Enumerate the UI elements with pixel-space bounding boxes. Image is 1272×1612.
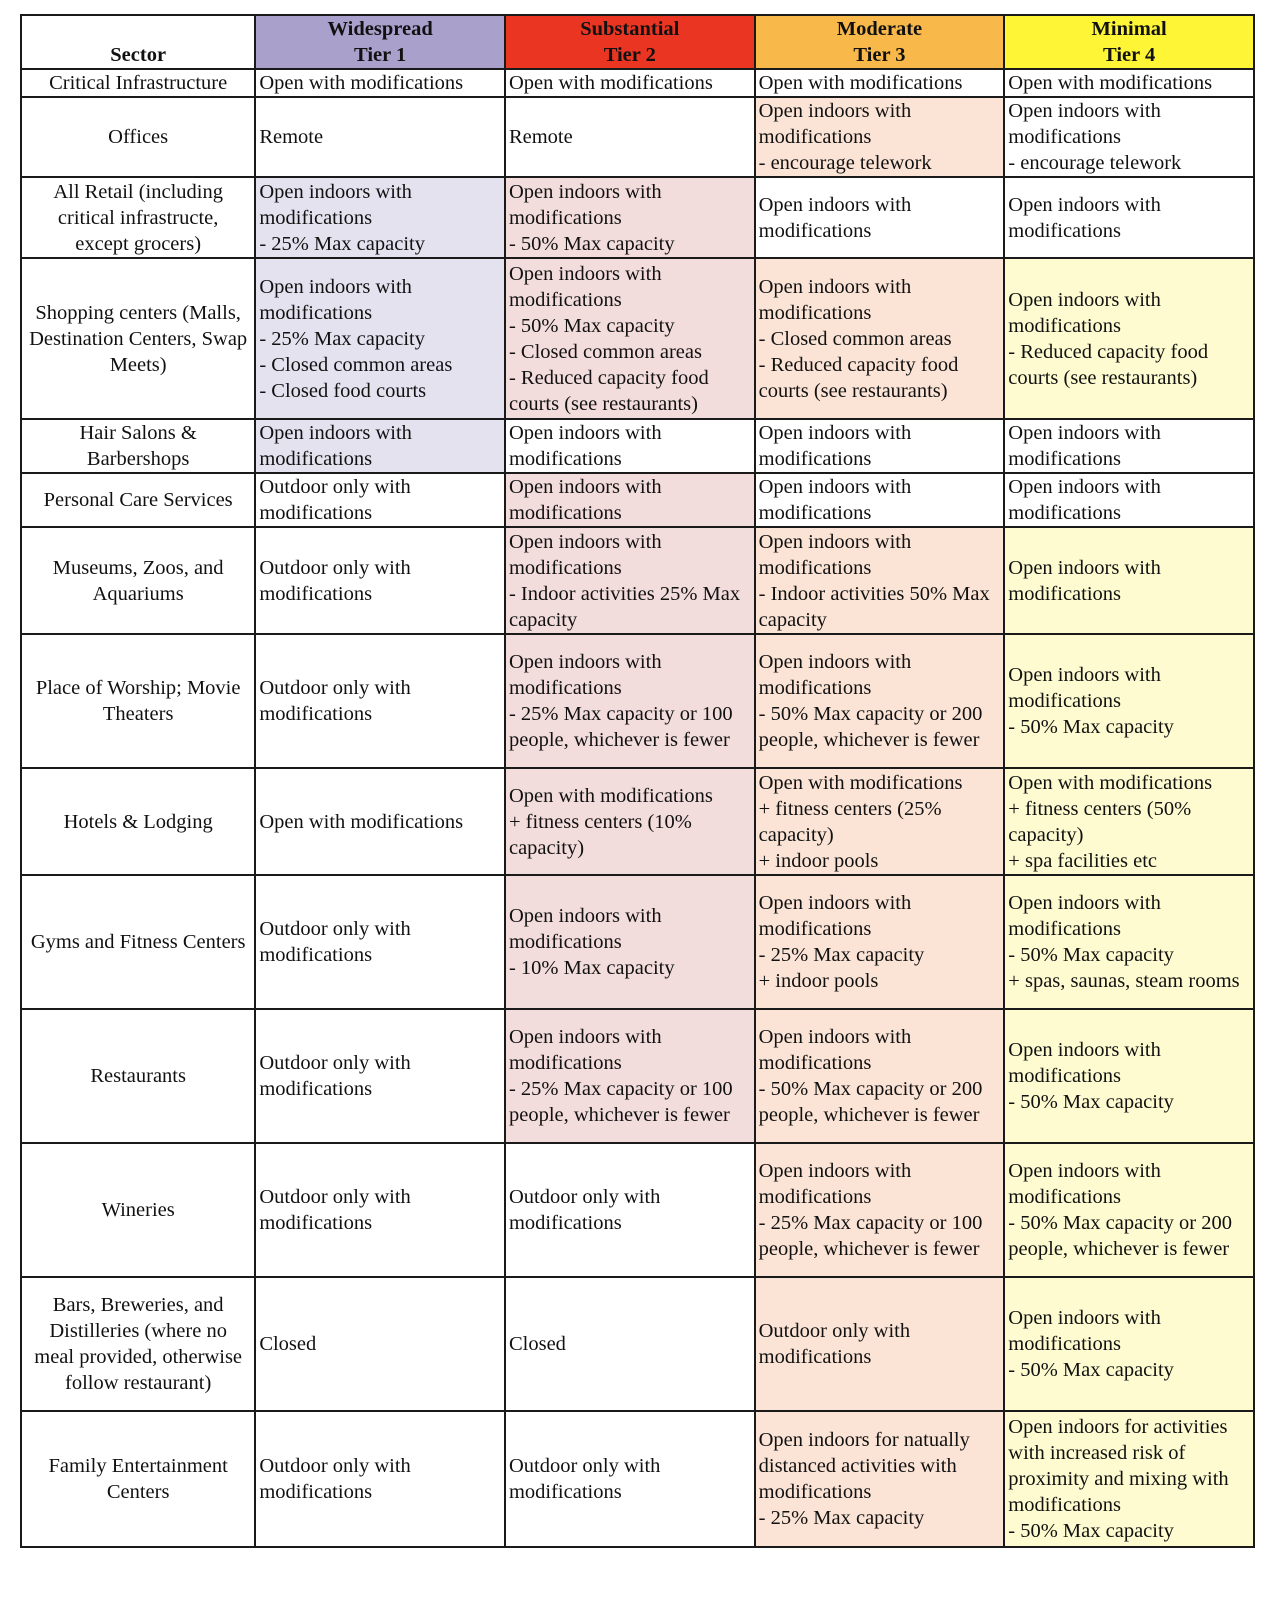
cell-line: with increased risk of [1008,1442,1186,1464]
cell-line: modifications [508,206,622,229]
cell-line: + spa facilities etc [1008,849,1158,872]
sector-line: Barbershops [86,448,190,470]
tier-1-cell [255,1411,505,1547]
cell-line: Open indoors with [508,262,662,285]
cell-line: modifications [508,1052,622,1074]
cell-line: Outdoor only with [259,1455,411,1477]
tier-1-cell [255,258,505,419]
cell-line: Open with modifications [259,72,464,94]
sector-line: Centers [106,1481,170,1503]
cell-line: Outdoor only with [259,1186,411,1208]
table-row [21,1009,1254,1143]
cell-line: Open indoors with [1008,892,1161,914]
cell-line: + indoor pools [758,970,879,992]
cell-line: modifications [508,1481,622,1503]
cell-line: modifications [259,502,373,524]
cell-line: modifications [1008,582,1122,605]
cell-line: proximity and mixing with [1008,1468,1229,1490]
table-row [21,258,1254,419]
cell-line: Open indoors with [508,530,662,553]
cell-line: modifications [1008,1186,1122,1208]
sector-line: Restaurants [90,1065,186,1087]
tier-3-header [755,15,1005,69]
cell-line: modifications [758,556,872,579]
tier-3-name: Moderate [836,18,923,40]
tier-2-cell [505,768,755,875]
cell-line: + fitness centers (25% [758,797,942,820]
sector-line: except grocers) [75,232,202,255]
tier-1-cell [255,634,505,768]
cell-line: people, whichever is fewer [758,729,980,751]
cell-line: Open indoors with [758,651,912,673]
table-row [21,1277,1254,1411]
cell-line: Open indoors with [1008,100,1161,122]
tier-3-cell [755,69,1005,97]
cell-line: - 50% Max capacity [508,314,675,337]
cell-line: modifications [259,703,373,725]
sector-line: Offices [108,126,169,148]
tier-1-cell [255,1009,505,1143]
cell-line: Closed [508,1333,566,1355]
tier-1-cell [255,1277,505,1411]
sector-line: Meets) [109,353,167,376]
tier-4-cell [1004,527,1254,634]
sector-cell [21,69,255,97]
cell-line: modifications [758,918,872,940]
cell-line: - 50% Max capacity [1008,1359,1174,1381]
sector-line: Bars, Breweries, and [52,1294,224,1316]
cell-line: courts (see restaurants) [758,379,948,402]
tier-4-cell [1004,1009,1254,1143]
tier-3-cell [755,1277,1005,1411]
cell-line: modifications [508,288,622,311]
cell-line: modifications [1008,690,1122,712]
tier-3-cell [755,875,1005,1009]
sector-line: Hotels & Lodging [63,810,213,833]
sector-line: Wineries [101,1199,175,1221]
sector-line: Theaters [102,703,174,725]
cell-line: Outdoor only with [508,1455,661,1477]
sector-header-label: Sector [110,44,167,66]
table-row [21,634,1254,768]
tier-2-cell [505,875,755,1009]
cell-line: Open with modifications [1008,72,1213,94]
table-row [21,875,1254,1009]
tier-3-cell [755,473,1005,527]
sector-line: critical infrastructe, [57,206,219,229]
cell-line: Open indoors for natually [758,1429,970,1451]
cell-line: - 25% Max capacity [259,232,425,255]
cell-line: modifications [259,1212,373,1234]
cell-line: - 25% Max capacity or 100 [508,1078,733,1100]
table-row [21,1411,1254,1547]
tier-2-cell [505,69,755,97]
cell-line: Open indoors with [758,422,912,444]
cell-line: modifications [1008,1065,1122,1087]
cell-line: Outdoor only with [508,1186,661,1208]
cell-line: - 25% Max capacity [259,327,425,350]
cell-line: modifications [758,1186,872,1208]
table-body [21,69,1254,1547]
cell-line: modifications [1008,502,1122,524]
table-row [21,473,1254,527]
cell-line: Open indoors with [508,651,662,673]
tier-1-cell [255,527,505,634]
tier-2-cell [505,97,755,177]
cell-line: Open indoors with [1008,1307,1161,1329]
cell-line: - encourage telework [758,152,932,174]
cell-line: Outdoor only with [259,556,411,579]
cell-line: modifications [1008,314,1122,337]
sector-cell [21,258,255,419]
cell-line: + fitness centers (10% [508,810,692,833]
tier-3-cell [755,419,1005,473]
cell-line: capacity) [508,836,585,859]
sector-cell [21,1277,255,1411]
cell-line: - 50% Max capacity [508,232,675,255]
cell-line: people, whichever is fewer [758,1238,980,1260]
cell-line: people, whichever is fewer [508,1104,730,1126]
cell-line: Open with modifications [259,810,464,833]
table-row [21,419,1254,473]
sector-cell [21,97,255,177]
cell-line: - Reduced capacity food [758,353,959,376]
cell-line: modifications [758,677,872,699]
cell-line: - Closed common areas [758,327,952,350]
cell-line: people, whichever is fewer [508,729,730,751]
cell-line: Outdoor only with [259,918,411,940]
sector-line: Hair Salons & [79,422,197,444]
tier-4-cell [1004,473,1254,527]
tier-1-cell [255,69,505,97]
cell-line: modifications [508,448,622,470]
tier-4-name: Minimal [1091,18,1167,40]
tier-3-cell [755,527,1005,634]
cell-line: Remote [259,126,324,148]
tier-4-cell [1004,1143,1254,1277]
sector-line: Place of Worship; Movie [35,677,241,699]
cell-line: Open with modifications [1008,771,1213,794]
cell-line: - encourage telework [1008,152,1182,174]
tier-4-cell [1004,419,1254,473]
tier-4-cell [1004,97,1254,177]
cell-line: modifications [758,126,872,148]
cell-line: Open with modifications [758,771,963,794]
sector-line: All Retail (including [53,180,223,203]
cell-line: - Closed common areas [508,340,702,363]
cell-line: Open indoors with [508,905,662,927]
sector-cell [21,177,255,258]
tier-2-label: Tier 2 [603,44,656,66]
cell-line: Closed [259,1333,317,1355]
table-row [21,97,1254,177]
cell-line: modifications [508,556,622,579]
cell-line: people, whichever is fewer [758,1104,980,1126]
tier-3-cell [755,177,1005,258]
cell-line: modifications [259,301,373,324]
cell-line: modifications [758,219,872,242]
cell-line: courts (see restaurants) [1008,366,1198,389]
tier-1-cell [255,473,505,527]
tier-2-cell [505,1277,755,1411]
cell-line: + indoor pools [758,849,879,872]
cell-line: - 50% Max capacity [1008,1520,1174,1542]
cell-line: - 25% Max capacity or 100 [508,703,733,725]
cell-line: - 25% Max capacity [758,1507,925,1529]
tier-2-cell [505,258,755,419]
sector-cell [21,1143,255,1277]
tier-3-cell [755,768,1005,875]
tier-4-cell [1004,69,1254,97]
tier-1-cell [255,177,505,258]
tier-table [20,14,1255,1548]
cell-line: modifications [758,1052,872,1074]
cell-line: - Indoor activities 25% Max [508,582,741,605]
cell-line: Outdoor only with [758,1320,911,1342]
sector-line: follow restaurant) [65,1372,212,1394]
cell-line: - 10% Max capacity [508,957,675,979]
cell-line: Open indoors with [758,100,912,122]
cell-line: modifications [758,502,872,524]
sector-cell [21,875,255,1009]
cell-line: distanced activities with [758,1455,957,1477]
tier-2-header [505,15,755,69]
cell-line: Open indoors with [758,892,912,914]
sector-cell [21,419,255,473]
cell-line: Open indoors with [1008,288,1161,311]
table-row [21,527,1254,634]
sector-cell [21,634,255,768]
cell-line: Open with modifications [758,72,963,94]
tier-2-cell [505,634,755,768]
tier-2-cell [505,1143,755,1277]
tier-1-cell [255,97,505,177]
cell-line: modifications [1008,126,1122,148]
cell-line: Open indoors with [259,275,412,298]
tier-2-name: Substantial [580,18,680,40]
cell-line: capacity) [758,823,834,846]
tier-3-cell [755,1009,1005,1143]
cell-line: modifications [259,944,373,966]
cell-line: modifications [508,931,622,953]
cell-line: Open indoors with [508,180,662,203]
tier-2-cell [505,527,755,634]
cell-line: modifications [508,677,622,699]
tier-3-label: Tier 3 [853,44,906,66]
cell-line: modifications [758,448,872,470]
cell-line: Open indoors with [758,275,912,298]
cell-line: Open indoors with [758,1160,912,1182]
cell-line: modifications [1008,1333,1122,1355]
cell-line: + fitness centers (50% [1008,797,1192,820]
cell-line: Open indoors with [758,193,912,216]
cell-line: Open indoors with [508,1026,662,1048]
cell-line: Open indoors with [508,476,662,498]
cell-line: modifications [259,1481,373,1503]
cell-line: Open indoors with [1008,1039,1161,1061]
sector-line: Distilleries (where no [49,1320,227,1342]
cell-line: modifications [1008,1494,1122,1516]
tier-1-header [255,15,505,69]
tier-1-cell [255,1143,505,1277]
cell-line: - Closed common areas [259,353,453,376]
cell-line: capacity [508,608,578,631]
cell-line: - 50% Max capacity or 200 [758,703,983,725]
tier-1-cell [255,875,505,1009]
sector-header [21,15,255,69]
cell-line: Open indoors with [259,422,412,444]
cell-line: Open indoors with [1008,556,1161,579]
tier-4-cell [1004,177,1254,258]
cell-line: - 50% Max capacity [1008,716,1174,738]
cell-line: Open indoors with [1008,1160,1161,1182]
cell-line: modifications [259,448,373,470]
tier-1-name: Widespread [327,18,433,40]
cell-line: - Indoor activities 50% Max [758,582,990,605]
cell-line: - 50% Max capacity or 200 [758,1078,983,1100]
cell-line: - Closed food courts [259,379,427,402]
cell-line: Open indoors with [758,476,912,498]
cell-line: Open indoors with [508,422,662,444]
tier-2-cell [505,1411,755,1547]
sector-line: Shopping centers (Malls, [35,301,241,324]
tier-4-header [1004,15,1254,69]
table-row [21,1143,1254,1277]
sector-cell [21,1009,255,1143]
cell-line: - 50% Max capacity [1008,1091,1174,1113]
cell-line: - 25% Max capacity [758,944,925,966]
cell-line: modifications [259,1078,373,1100]
tier-2-cell [505,1009,755,1143]
cell-line: people, whichever is fewer [1008,1238,1230,1260]
cell-line: Outdoor only with [259,677,411,699]
cell-line: modifications [758,1481,872,1503]
sector-line: Critical Infrastructure [49,72,228,94]
cell-line: Open indoors for activities [1008,1416,1228,1438]
cell-line: Open indoors with [758,1026,912,1048]
cell-line: Open with modifications [508,784,713,807]
cell-line: modifications [508,502,622,524]
sector-line: Museums, Zoos, and [52,556,224,579]
sector-line: Personal Care Services [43,489,233,511]
tier-3-cell [755,1143,1005,1277]
tier-3-cell [755,634,1005,768]
cell-line: Open indoors with [259,180,412,203]
tier-4-cell [1004,768,1254,875]
cell-line: Open indoors with [758,530,912,553]
cell-line: Outdoor only with [259,476,411,498]
tier-3-cell [755,97,1005,177]
tier-4-cell [1004,875,1254,1009]
tier-4-cell [1004,1277,1254,1411]
cell-line: Remote [508,126,573,148]
tier-2-cell [505,419,755,473]
tier-4-cell [1004,634,1254,768]
tier-4-cell [1004,1411,1254,1547]
cell-line: modifications [508,1212,622,1234]
tier-4-cell [1004,258,1254,419]
cell-line: modifications [1008,918,1122,940]
cell-line: Outdoor only with [259,1052,411,1074]
cell-line: courts (see restaurants) [508,392,698,415]
cell-line: Open indoors with [1008,422,1161,444]
sector-line: Destination Centers, Swap [29,327,248,350]
header-row [21,15,1254,69]
cell-line: Open indoors with [1008,193,1161,216]
sector-cell [21,527,255,634]
sector-cell [21,473,255,527]
table-row [21,69,1254,97]
tier-1-cell [255,419,505,473]
cell-line: modifications [1008,448,1122,470]
cell-line: Open with modifications [508,72,713,94]
cell-line: modifications [758,1346,872,1368]
cell-line: Open indoors with [1008,664,1161,686]
tier-1-cell [255,768,505,875]
cell-line: capacity) [1008,823,1084,846]
cell-line: modifications [259,582,373,605]
cell-line: + spas, saunas, steam rooms [1008,970,1240,992]
sector-line: Family Entertainment [48,1455,228,1477]
tier-3-cell [755,258,1005,419]
cell-line: modifications [1008,219,1122,242]
cell-line: - 25% Max capacity or 100 [758,1212,983,1234]
cell-line: - Reduced capacity food [1008,340,1209,363]
sector-line: Gyms and Fitness Centers [30,931,246,953]
table-row [21,177,1254,258]
tier-2-cell [505,473,755,527]
tier-3-cell [755,1411,1005,1547]
tier-2-cell [505,177,755,258]
cell-line: Open indoors with [1008,476,1161,498]
sector-cell [21,1411,255,1547]
tier-4-label: Tier 4 [1103,44,1156,66]
table-row [21,768,1254,875]
cell-line: capacity [758,608,827,631]
tier-1-label: Tier 1 [354,44,407,66]
cell-line: - 50% Max capacity [1008,944,1174,966]
sector-cell [21,768,255,875]
sector-line: meal provided, otherwise [34,1346,243,1368]
cell-line: - 50% Max capacity or 200 [1008,1212,1232,1234]
cell-line: - Reduced capacity food [508,366,709,389]
cell-line: modifications [259,206,373,229]
cell-line: modifications [758,301,872,324]
sector-line: Aquariums [92,582,184,605]
